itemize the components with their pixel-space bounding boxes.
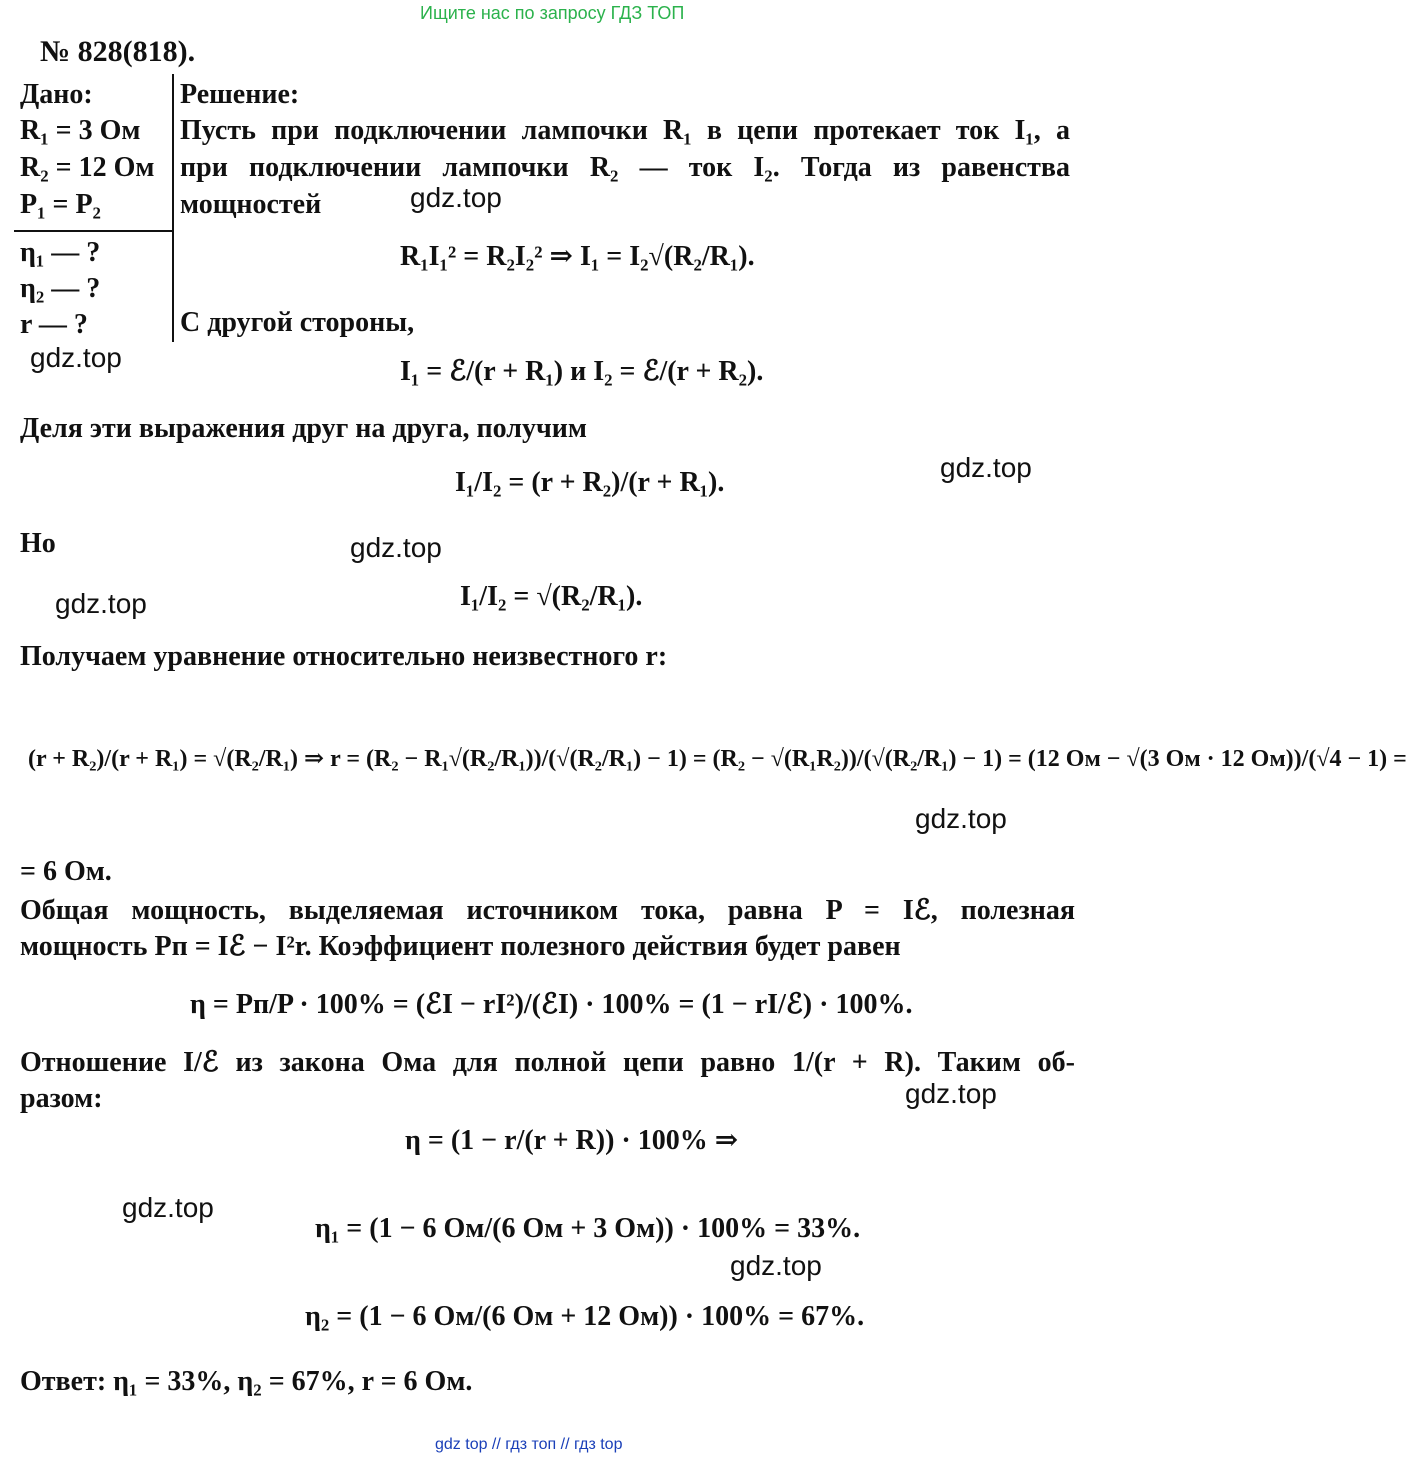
equation-efficiency: η = Pп/P · 100% = (ℰI − rI²)/(ℰI) · 100% = (1 − rI/ℰ) · 100%. <box>190 989 913 1020</box>
find-line: η₂ — ? <box>20 273 101 304</box>
solution-paragraph: Отношение I/ℰ из закона Ома для полной цепи равно 1/(r + R). Таким об- <box>20 1047 1075 1078</box>
given-divider <box>14 230 172 232</box>
find-line: η₁ — ? <box>20 237 101 268</box>
equation-current-ratio: I₁/I₂ = (r + R₂)/(r + R₁). <box>455 467 725 498</box>
equation-r-result: = 6 Ом. <box>20 856 112 887</box>
solution-paragraph: Получаем уравнение относительно неизвестного r: <box>20 641 668 672</box>
solution-paragraph: мощностей <box>180 189 322 220</box>
given-line: R₁ = 3 Ом <box>20 115 141 146</box>
watermark: gdz.top <box>940 452 1032 483</box>
solution-paragraph: Общая мощность, выделяемая источником тока, равна P = Iℰ, полезная <box>20 895 1075 926</box>
given-line: R₂ = 12 Ом <box>20 152 155 183</box>
solution-paragraph: мощность Pп = Iℰ − I²r. Коэффициент полезного действия будет равен <box>20 931 901 962</box>
watermark: gdz.top <box>915 803 1007 834</box>
equation-efficiency-2: η₂ = (1 − 6 Ом/(6 Ом + 12 Ом)) · 100% = 67%. <box>305 1301 865 1332</box>
solution-paragraph: при подключении лампочки R₂ — ток I₂. Тогда из равенства <box>180 152 1070 183</box>
equation-efficiency-1: η₁ = (1 − 6 Ом/(6 Ом + 3 Ом)) · 100% = 33%. <box>315 1213 861 1244</box>
watermark: gdz.top <box>122 1192 214 1223</box>
equation-r-derivation: (r + R₂)/(r + R₁) = √(R₂/R₁) ⇒ r = (R₂ − R₁√(R₂/R₁))/(√(R₂/R₁) − 1) = (R₂ − √(R₁R₂))/(√(R₂/R₁) − 1) = (12 Ом − √(3 Ом · 12 Ом))/(√4 − 1) = <box>28 746 1407 772</box>
solution-paragraph: разом: <box>20 1083 103 1114</box>
given-vertical-rule <box>172 74 174 342</box>
answer-line: Ответ: η₁ = 33%, η₂ = 67%, r = 6 Ом. <box>20 1366 473 1397</box>
solution-paragraph: Но <box>20 528 56 559</box>
watermark: gdz.top <box>905 1078 997 1109</box>
find-line: r — ? <box>20 309 88 340</box>
watermark: gdz.top <box>410 182 502 213</box>
solution-paragraph: Пусть при подключении лампочки R₁ в цепи протекает ток I₁, а <box>180 115 1070 146</box>
solution-title: Решение: <box>180 79 300 110</box>
footer-links[interactable]: gdz top // гдз топ // гдз top <box>435 1436 623 1453</box>
equation-current-ratio-sqrt: I₁/I₂ = √(R₂/R₁). <box>460 581 643 612</box>
equation-currents: I₁ = ℰ/(r + R₁) и I₂ = ℰ/(r + R₂). <box>400 356 764 387</box>
solution-paragraph: С другой стороны, <box>180 307 415 338</box>
solution-paragraph: Деля эти выражения друг на друга, получим <box>20 413 587 444</box>
watermark: gdz.top <box>55 588 147 619</box>
given-title: Дано: <box>20 79 93 110</box>
watermark: gdz.top <box>30 342 122 373</box>
header-search-link[interactable]: Ищите нас по запросу ГДЗ ТОП <box>420 3 685 23</box>
problem-number: № 828(818). <box>40 35 196 68</box>
given-line: P₁ = P₂ <box>20 189 101 220</box>
equation-efficiency-general: η = (1 − r/(r + R)) · 100% ⇒ <box>405 1125 739 1156</box>
watermark: gdz.top <box>350 532 442 563</box>
watermark: gdz.top <box>730 1250 822 1281</box>
equation-power-equality: R₁I₁² = R₂I₂² ⇒ I₁ = I₂√(R₂/R₁). <box>400 241 755 272</box>
